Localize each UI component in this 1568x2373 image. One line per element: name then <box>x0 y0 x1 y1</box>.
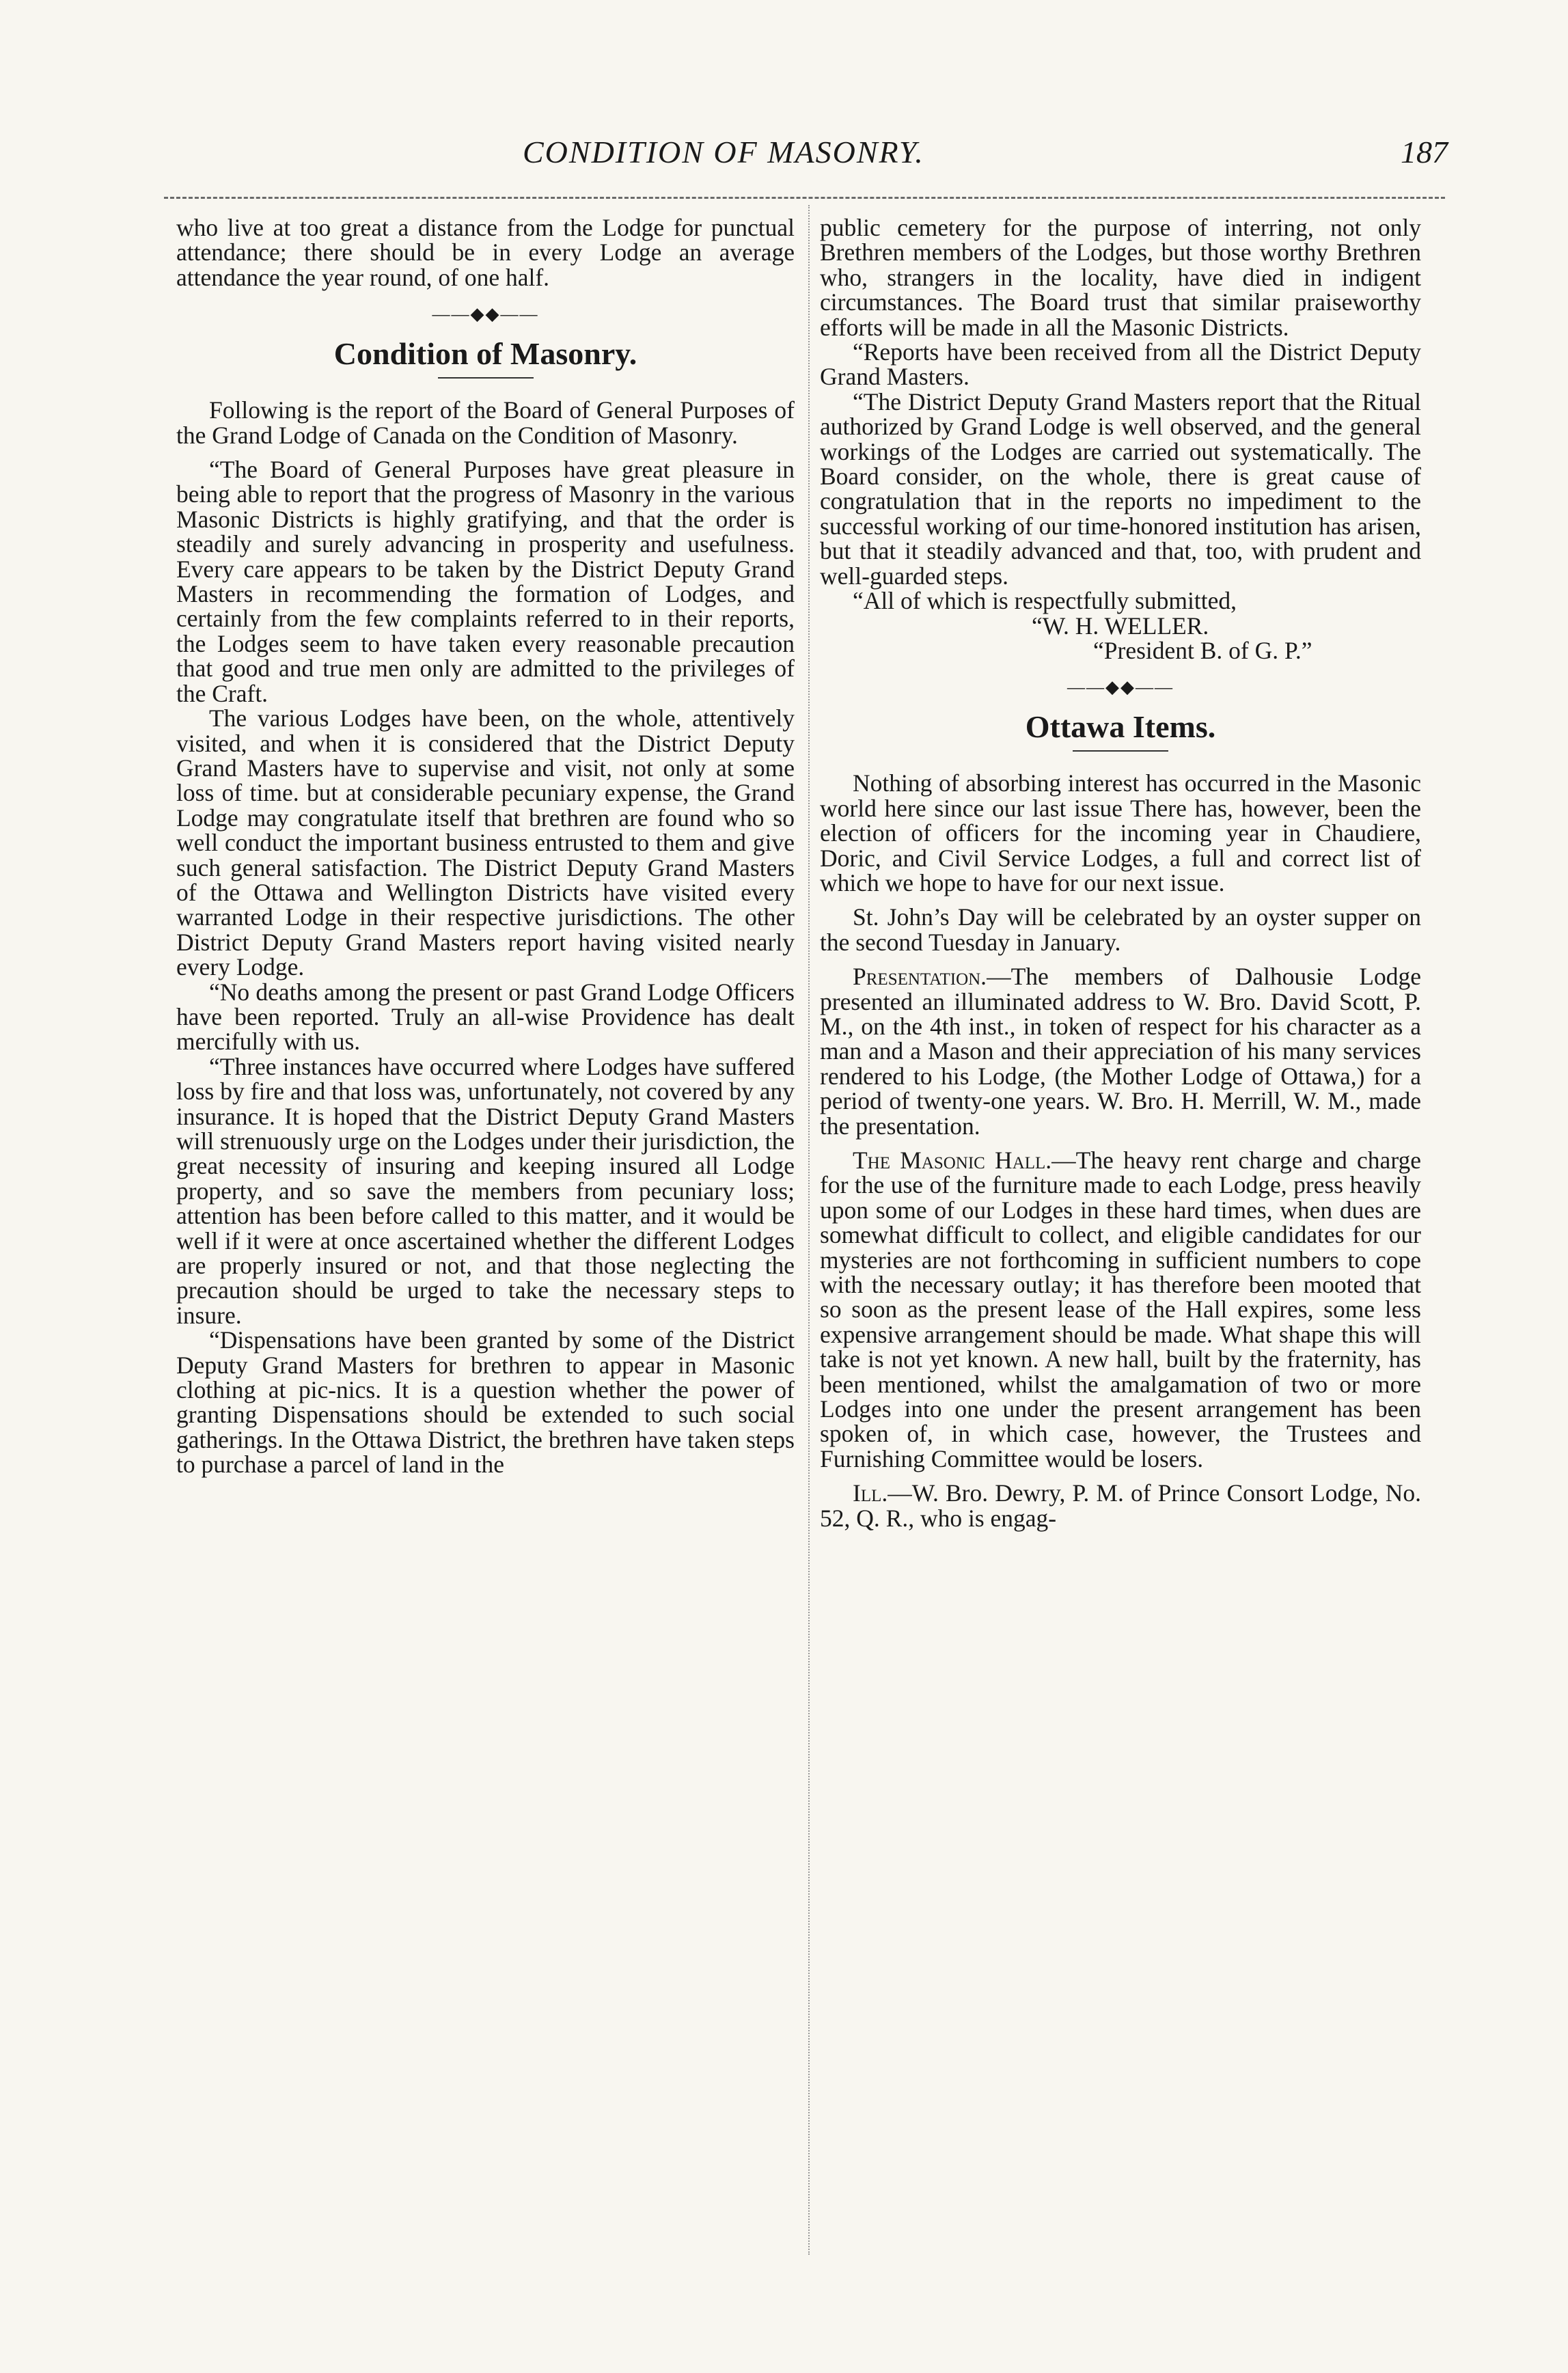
report-paragraph: “The District Deputy Grand Masters report that the Ritual authorized by Grand Lodge is well observed, and the general workings of the Lodges are carried out systematically. The Board consider, on the whole, there is great cause of congratulation that in the reports no impediment to the successful working of our time-honored institution has arisen, but that it steadily advanced and that, too, with prudent and well-guarded steps. <box>820 387 1421 590</box>
continued-paragraph: who live at too great a distance from the Lodge for punctual attendance; there should be in every Lodge an average attendance the year round, of one half. <box>176 214 795 291</box>
news-paragraph: St. John’s Day will be celebrated by an oyster supper on the second Tuesday in January. <box>820 903 1421 956</box>
page-header <box>0 134 1568 175</box>
report-paragraph: “Reports have been received from all the District Deputy Grand Masters. <box>820 338 1421 391</box>
section-ornament: ——◆◆—— <box>1067 677 1174 698</box>
article-intro: Following is the report of the Board of General Purposes of the Grand Lodge of Canada on the Condition of Masonry. <box>176 396 795 449</box>
report-paragraph: “The Board of General Purposes have great pleasure in being able to report that the progress of Masonry in the various Masonic Districts is highly gratifying, and that the order is steadily and surely advancing in prosperity and usefulness. Every care appears to be taken by the District Deputy Grand Masters in recommending the formation of Lodges, and certainly from the few complaints referred to in their reports, the Lodges seem to have taken every reasonable precaution that good and true men only are admitted to the privileges of the Craft. <box>176 456 795 707</box>
run-in-heading: The Masonic Hall. <box>853 1147 1052 1174</box>
running-title: CONDITION OF MASONRY. <box>523 135 924 169</box>
report-paragraph: “Dispensations have been granted by some of the District Deputy Grand Masters for brethren to appear in Masonic clothing at pic-nics. It is a question whether the power of granting Dispensations should be extended to such social gatherings. In the Ottawa District, the brethren have taken steps to purchase a parcel of land in the <box>176 1326 795 1479</box>
column-divider <box>808 205 810 2255</box>
news-paragraph: Nothing of absorbing interest has occurred in the Masonic world here since our last issue There has, however, been the election of officers for the incoming year in Chaudiere, Doric, and Civil Service Lodges, a full and correct list of which we hope to have for our next issue. <box>820 769 1421 896</box>
left-column <box>176 215 795 1477</box>
section-ornament: ——◆◆—— <box>432 304 539 325</box>
paragraph-text: —The heavy rent charge and charge for the use of the furniture made to each Lodge, press heavily upon some of our Lodges in these hard times, when dues are somewhat difficult to collect, and eligible candidates for our mysteries are not forthcoming in sufficient numbers to cope with the necessary outlay; it has therefore been mooted that so soon as the present lease of the Hall expires, some less expensive arrangement should be made. What shape this will take is not yet known. A new hall, built by the fraternity, has been mentioned, whilst the amalgamation of two or more Lodges into one under the present arrangement has been spoken of, in which case, however, the Trustees and Furnishing Committee would be losers. <box>820 1147 1422 1472</box>
header-rule <box>164 197 1445 199</box>
run-in-heading: Presentation. <box>853 963 987 991</box>
signature-title: “President B. of G. P.” <box>1093 636 1312 664</box>
right-column <box>820 215 1421 1531</box>
news-paragraph-presentation <box>820 964 1421 1138</box>
run-in-heading: Ill. <box>853 1479 888 1507</box>
report-paragraph: The various Lodges have been, on the whole, attentively visited, and when it is considered that the District Deputy Grand Masters have to supervise and visit, not only at some loss of time. but at considerable pecuniary expense, the Grand Lodge may congratulate itself that brethren are found who so well conduct the important business entrusted to them and give such general satisfaction. The District Deputy Grand Masters of the Ottawa and Wellington Districts have visited every warranted Lodge in their respective jurisdictions. The other District Deputy Grand Masters report having visited nearly every Lodge. <box>176 704 795 981</box>
report-paragraph: “Three instances have occurred where Lodges have suffered loss by fire and that loss was, unfortunately, not covered by any insurance. It is hoped that the District Deputy Grand Masters will strenuously urge on the Lodges under their jurisdiction, the great necessity of insuring and keeping insured all Lodge property, and so save the members from pecuniary loss; attention has been before called to this matter, and it would be well if it were at once ascertained whether the different Lodges are properly insured or not, and that those neglecting the precaution should be urged to take the necessary steps to insure. <box>176 1052 795 1329</box>
heading-rule <box>1073 750 1168 752</box>
heading-rule <box>438 377 534 379</box>
signature-name: “W. H. WELLER. <box>1032 612 1209 640</box>
report-paragraph: “No deaths among the present or past Grand Lodge Officers have been reported. Truly an all-wise Providence has dealt mercifully with us. <box>176 978 795 1056</box>
news-paragraph-masonic-hall <box>820 1148 1421 1471</box>
article-heading-condition-of-masonry: Condition of Masonry. <box>333 336 637 372</box>
news-paragraph-ill <box>820 1481 1421 1531</box>
paragraph-text: —The members of Dalhousie Lodge presented an illuminated address to W. Bro. David Scott, P. M., on the 4th inst., in token of respect for his character as a man and a Mason and their appreciation of his many services rendered to his Lodge, (the Mother Lodge of Ottawa,) for a period of twenty-one years. W. Bro. H. Merrill, W. M., made the presentation. <box>820 963 1421 1140</box>
paragraph-text: —W. Bro. Dewry, P. M. of Prince Consort Lodge, No. 52, Q. R., who is engag- <box>820 1479 1421 1532</box>
article-heading-ottawa-items: Ottawa Items. <box>1025 709 1216 745</box>
page-number: 187 <box>1401 135 1448 169</box>
report-closing: “All of which is respectfully submitted, <box>853 587 1237 615</box>
continued-paragraph: public cemetery for the purpose of interring, not only Brethren members of the Lodges, but those worthy Brethren who, strangers in the locality, have died in indigent circumstances. The Board trust that similar praiseworthy efforts will be made in all the Masonic Districts. <box>820 214 1421 341</box>
